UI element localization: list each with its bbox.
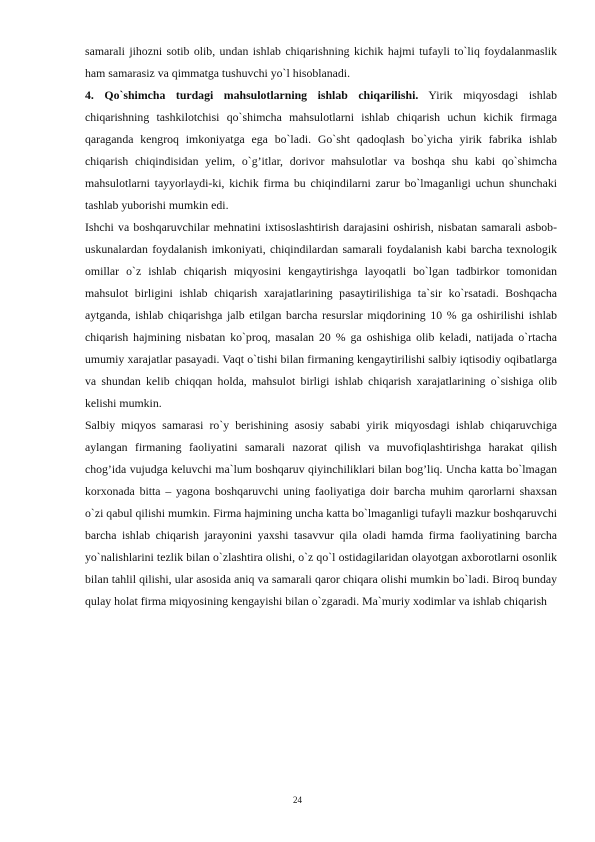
document-body [85, 40, 557, 612]
page-number: 24 [293, 795, 302, 805]
paragraph-2 [85, 84, 557, 216]
paragraph-1 [85, 40, 557, 84]
paragraph-4 [85, 414, 557, 612]
section-heading: 4. Qo`shimcha turdagi mahsulotlarning ishlab chiqarilishi. [85, 88, 419, 102]
paragraph-3 [85, 216, 557, 414]
paragraph-1-text: samarali jihozni sotib olib, undan ishlab chiqarishning kichik hajmi tufayli to`liq foydalanmaslik ham samarasiz va qimmatga tushuvchi yo`l hisoblanadi. [85, 44, 557, 80]
paragraph-2-text: Yirik miqyosdagi ishlab chiqarishning tashkilotchisi qo`shimcha mahsulotlarni ishlab chiqarish uchun kichik firmaga qaraganda kengroq imkoniyatga ega bo`ladi. Go`sht qadoqlash bo`yicha yirik fabrika ishlab chiqarish chiqindisidan yelim, o`g’itlar, dorivor mahsulotlar va boshqa shu kabi qo`shimcha mahsulotlarni tayyorlaydi-ki, kichik firma bu chiqindilarni zarur bo`lmaganligi uchun shunchaki tashlab yuborishi mumkin edi. [85, 88, 558, 212]
paragraph-4-text: Salbiy miqyos samarasi ro`y berishining asosiy sababi yirik miqyosdagi ishlab chiqaruvchiga aylangan firmaning faoliyatini samarali nazorat qilish va muvofiqlashtirishga harakat qilish chog’ida vujudga keluvchi ma`lum boshqaruv qiyinchiliklari bilan bog’liq. Uncha katta bo`lmagan korxonada bitta – yagona boshqaruvchi uning faoliyatiga doir barcha muhim qarorlarni shaxsan o`zi qabul qilishi mumkin. Firma hajmining uncha katta bo`lmaganligi tufayli mazkur boshqaruvchi barcha ishlab chiqarish jarayonini yaxshi tasavvur qila oladi hamda firma faoliyatining barcha yo`nalishlarini tezlik bilan o`zlashtira olishi, o`z qo`l ostidagilaridan olayotgan axborotlarni osonlik bilan tahlil qilishi, ular asosida aniq va samarali qaror chiqara olishi mumkin bo`ladi. Biroq bunday qulay holat firma miqyosining kengayishi bilan o`zgaradi. Ma`muriy xodimlar va ishlab chiqarish [85, 418, 557, 608]
paragraph-3-text: Ishchi va boshqaruvchilar mehnatini ixtisoslashtirish darajasini oshirish, nisbatan samarali asbob-uskunalardan foydalanish imkoniyati, chiqindilardan samarali foydalanish kabi barcha texnologik omillar o`z ishlab chiqarish miqyosini kengaytirishga layoqatli bo`lgan tadbirkor tomonidan mahsulot birligini ishlab chiqarish xarajatlarining pasaytirilishiga ta`sir ko`rsatadi. Boshqacha aytganda, ishlab chiqarishga jalb etilgan barcha resurslar miqdorining 10 % ga oshirilishi ishlab chiqarish hajmining nisbatan ko`proq, masalan 20 % ga oshishiga olib keladi, natijada o`rtacha umumiy xarajatlar pasayadi. Vaqt o`tishi bilan firmaning kengaytirilishi salbiy iqtisodiy oqibatlarga va shundan kelib chiqqan holda, mahsulot birligi ishlab chiqarish xarajatlarining o`sishiga olib kelishi mumkin. [85, 220, 557, 410]
